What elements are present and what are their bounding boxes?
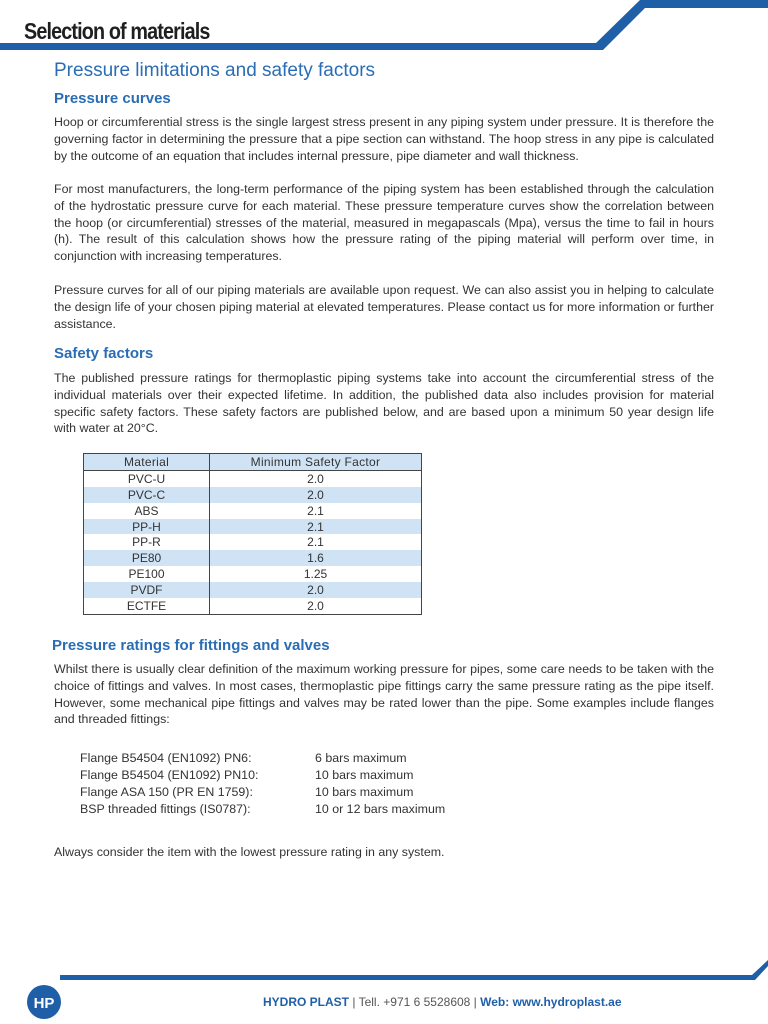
material-cell: PE100 <box>84 566 210 582</box>
factor-cell: 2.0 <box>210 582 422 598</box>
footer-contact <box>263 995 622 1009</box>
table-header-row <box>84 454 422 471</box>
fitting-rating: 10 bars maximum <box>315 785 414 799</box>
pressure-curves-heading: Pressure curves <box>54 90 171 107</box>
table-row <box>84 470 422 486</box>
list-item <box>80 767 445 784</box>
table-row <box>84 550 422 566</box>
list-item <box>80 784 445 801</box>
footer-website-link[interactable]: Web: www.hydroplast.ae <box>480 995 622 1009</box>
fitting-rating: 10 or 12 bars maximum <box>315 802 446 816</box>
fittings-list <box>80 750 445 818</box>
footer-phone: | Tell. +971 6 5528608 | <box>349 995 481 1009</box>
table-row <box>84 598 422 614</box>
footer-rule <box>0 960 768 1000</box>
section-title: Pressure limitations and safety factors <box>54 60 376 81</box>
list-item <box>80 750 445 767</box>
fitting-name: Flange ASA 150 (PR EN 1759): <box>80 785 253 799</box>
fitting-rating: 6 bars maximum <box>315 751 407 765</box>
list-item <box>80 801 445 818</box>
factor-cell: 2.0 <box>210 598 422 614</box>
fittings-note: Always consider the item with the lowest pressure rating in any system. <box>54 845 445 859</box>
logo-text: HP <box>33 995 55 1012</box>
factor-cell: 2.0 <box>210 470 422 486</box>
pressure-curves-paragraph-2: For most manufacturers, the long-term performance of the piping system has been established through the calculation of the hydrostatic pressure curve for each material. These pressure temperature curves show the correlation between the hoop (or circumferential) stresses of the material, measured in megapascals (Mpa), versus the time to fail in hours (h). The result of this calculation shows how the pressure rating of the piping material will perform over time, in conjunction with increasing temperatures. <box>54 182 714 264</box>
pressure-curves-paragraph-3: Pressure curves for all of our piping materials are available upon request. We can also assist you in helping to calculate the design life of your chosen piping material at elevated temperatures. Please contact us for more information or further assistance. <box>54 283 714 331</box>
table-row <box>84 566 422 582</box>
material-cell: ECTFE <box>84 598 210 614</box>
footer-company: HYDRO PLAST <box>263 995 350 1009</box>
factor-cell: 2.1 <box>210 503 422 519</box>
table-row <box>84 582 422 598</box>
table-row <box>84 503 422 519</box>
material-cell: PP-R <box>84 534 210 550</box>
pressure-curves-paragraph-1: Hoop or circumferential stress is the single largest stress present in any piping system under pressure. It is therefore the governing factor in determining the pressure that a pipe section can withstand. The hoop stress in any pipe is calculated by the outcome of an equation that includes internal pressure, pipe diameter and wall thickness. <box>54 115 714 163</box>
factor-cell: 2.1 <box>210 534 422 550</box>
fittings-heading: Pressure ratings for fittings and valves <box>52 637 330 654</box>
table-row <box>84 519 422 535</box>
safety-factors-paragraph: The published pressure ratings for thermoplastic piping systems take into account the circumferential stress of the individual materials over their expected lifetime. In addition, the published data also includes provision for material specific safety factors. These safety factors are published below, and are based upon a minimum 50 year design life with water at 20°C. <box>54 371 714 436</box>
material-cell: PVC-C <box>84 487 210 503</box>
hydro-plast-logo <box>26 984 62 1020</box>
material-cell: ABS <box>84 503 210 519</box>
fitting-name: BSP threaded fittings (IS0787): <box>80 802 251 816</box>
material-cell: PP-H <box>84 519 210 535</box>
table-row <box>84 534 422 550</box>
table-header-factor: Minimum Safety Factor <box>210 454 422 471</box>
factor-cell: 2.1 <box>210 519 422 535</box>
table-header-material: Material <box>84 454 210 471</box>
factor-cell: 2.0 <box>210 487 422 503</box>
table-row <box>84 487 422 503</box>
fitting-name: Flange B54504 (EN1092) PN10: <box>80 768 259 782</box>
fitting-name: Flange B54504 (EN1092) PN6: <box>80 751 252 765</box>
factor-cell: 1.25 <box>210 566 422 582</box>
fitting-rating: 10 bars maximum <box>315 768 414 782</box>
safety-factors-heading: Safety factors <box>54 345 154 362</box>
safety-factor-table <box>83 453 422 615</box>
fittings-paragraph: Whilst there is usually clear definition of the maximum working pressure for pipes, some care needs to be taken with the choice of fittings and valves. In most cases, thermoplastic pipe fittings carry the same pressure rating as the pipe itself. However, some mechanical pipe fittings and valves may be rated lower than the pipe. Some examples include flanges and threaded fittings: <box>54 662 714 727</box>
material-cell: PVC-U <box>84 470 210 486</box>
factor-cell: 1.6 <box>210 550 422 566</box>
material-cell: PVDF <box>84 582 210 598</box>
page-title: Selection of materials <box>24 18 210 44</box>
material-cell: PE80 <box>84 550 210 566</box>
